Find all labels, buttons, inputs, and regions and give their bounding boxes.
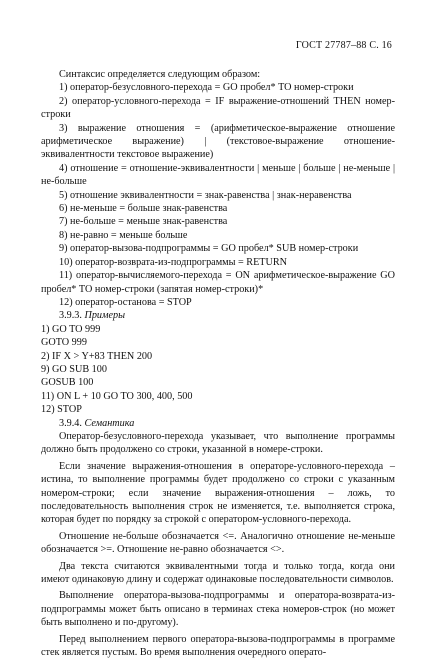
semantics-heading bbox=[41, 417, 395, 430]
page-header: ГОСТ 27787–88 С. 16 bbox=[295, 40, 392, 51]
semantics-paragraph: Если значение выражения-отношения в операторе-условного-перехода – истина, то выполнение программы будет продолжено со строки с указанным номером-строки; если значение выражения-отношения – ложь, то последовательность выполнения строк не изменяется, т.е. выполняется строка, которая будет по порядку за строкой с оператором-условного-перехода. bbox=[41, 460, 395, 526]
semantics-heading-title: Семантика bbox=[84, 417, 135, 429]
example-line: 11) ON L + 10 GO TO 300, 400, 500 bbox=[41, 390, 193, 402]
syntax-rule-2: 2) оператор-условного-перехода = IF выражение-отношений THEN номер-строки bbox=[41, 95, 395, 121]
syntax-rule-9: 9) оператор-вызова-подпрограммы = GO пробел* SUB номер-строки bbox=[59, 243, 359, 255]
syntax-rule-5: 5) отношение эквивалентности = знак-равенства | знак-неравенства bbox=[59, 189, 352, 201]
semantics-heading-num: 3.9.4. bbox=[59, 417, 82, 429]
semantics-paragraph: Выполнение оператора-вызова-подпрограммы и оператора-возврата-из-подпрограммы может быть описано в терминах стека номеров-строк (но может быть выполнено и по-другому). bbox=[41, 590, 395, 629]
examples-heading bbox=[41, 309, 395, 322]
example-line: 1) GO TO 999 bbox=[41, 323, 101, 335]
semantics-paragraph: Перед выполнением первого оператора-вызова-подпрограммы в программе стек является пустым. Во время выполнения очередного операто- bbox=[41, 633, 395, 659]
syntax-intro: Синтаксис определяется следующим образом: bbox=[59, 69, 261, 80]
syntax-rule-7: 7) не-больше = меньше знак-равенства bbox=[59, 216, 228, 228]
example-line: GOSUB 100 bbox=[41, 377, 94, 389]
semantics-paragraph: Оператор-безусловного-перехода указывает, что выполнение программы должно быть продолжено со строки, указанной в номере-строки. bbox=[41, 430, 395, 456]
syntax-rule-4: 4) отношение = отношение-эквивалентности | меньше | больше | не-меньше | не-больше bbox=[41, 162, 395, 188]
syntax-rule-11: 11) оператор-вычисляемого-перехода = ON арифметическое-выражение GO пробел* TO номер-строки (запятая номер-строки)* bbox=[41, 270, 395, 295]
example-line: 12) STOP bbox=[41, 404, 82, 416]
syntax-rule-6: 6) не-меньше = больше знак-равенства bbox=[59, 203, 228, 215]
example-line: GOTO 999 bbox=[41, 337, 87, 349]
syntax-rule-12: 12) оператор-останова = STOP bbox=[59, 296, 192, 308]
semantics-paragraph: Два текста считаются эквивалентными тогда и только тогда, когда они имеют одинаковую длину и содержат одинаковые последовательности символов. bbox=[41, 560, 395, 586]
example-line: 2) IF X > Y+83 THEN 200 bbox=[41, 350, 153, 362]
semantics-paragraph: Отношение не-больше обозначается <=. Аналогично отношение не-меньше обозначается >=. Отношение не-равно обозначается <>. bbox=[41, 530, 395, 556]
syntax-rule-10: 10) оператор-возврата-из-подпрограммы = RETURN bbox=[59, 256, 288, 268]
document-body bbox=[41, 68, 395, 659]
syntax-rule-1: 1) оператор-безусловного-перехода = GO пробел* TO номер-строки bbox=[59, 82, 354, 94]
example-line: 9) GO SUB 100 bbox=[41, 363, 107, 375]
examples-heading-num: 3.9.3. bbox=[59, 310, 82, 322]
syntax-rule-8: 8) не-равно = меньше больше bbox=[59, 229, 188, 241]
examples-heading-title: Примеры bbox=[84, 310, 126, 322]
syntax-rule-3: 3) выражение отношения = (арифметическое-выражение отношение арифметическое выражение) | (текстовое-выражение отношение-эквивалентности текстовое выражение) bbox=[41, 122, 395, 161]
